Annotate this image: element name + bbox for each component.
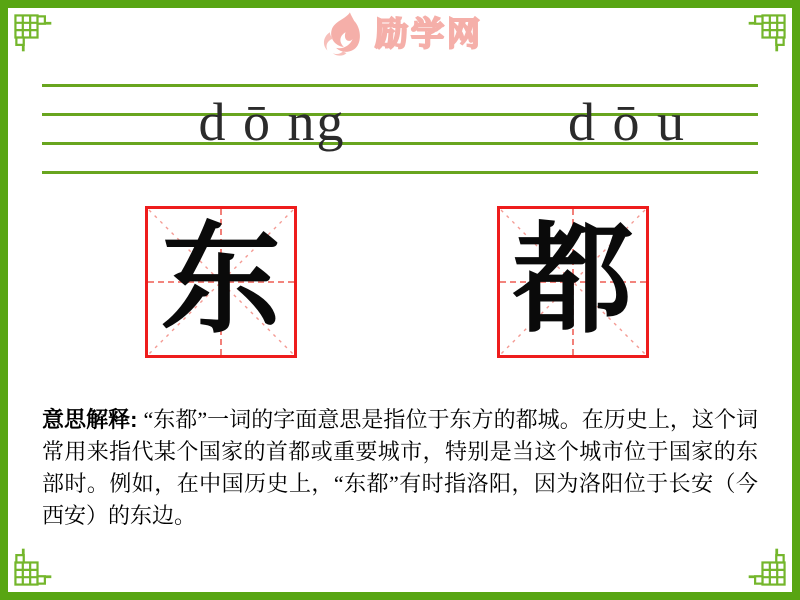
brand-watermark [317, 8, 483, 60]
pinyin-dou: d ō u [568, 92, 686, 152]
pinyin-line-1 [42, 84, 758, 87]
character-box-dong [145, 206, 297, 358]
corner-ornament-top-right-icon [745, 9, 791, 55]
pinyin-ruled-lines [42, 84, 758, 174]
pinyin-line-4 [42, 171, 758, 174]
hanzi-dong: 东 [161, 214, 281, 347]
definition-text: “东都”一词的字面意思是指位于东方的都城。在历史上，这个词常用来指代某个国家的首都或重要城市，特别是当这个城市位于国家的东部时。例如，在中国历史上，“东都”有时指洛阳，因为洛阳位于长安（今西安）的东边。 [42, 407, 758, 528]
hanzi-dou: 都 [513, 214, 633, 347]
definition-label: 意思解释: [42, 407, 138, 432]
flame-icon [317, 8, 369, 60]
brand-name: 励学网 [375, 15, 483, 52]
corner-ornament-bottom-right-icon [745, 545, 791, 591]
character-box-dou [497, 206, 649, 358]
pinyin-dong: d ō ng [198, 92, 346, 152]
definition-paragraph [42, 404, 758, 532]
corner-ornament-bottom-left-icon [9, 545, 55, 591]
corner-ornament-top-left-icon [9, 9, 55, 55]
